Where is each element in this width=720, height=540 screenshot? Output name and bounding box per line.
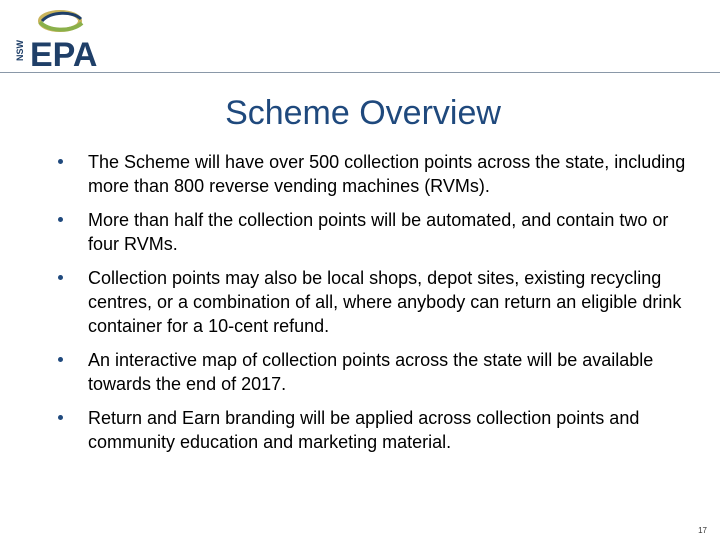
bullet-icon <box>58 159 63 164</box>
nsw-epa-logo <box>12 6 112 68</box>
bullet-text: An interactive map of collection points across the state will be available towards the end of 2017. <box>88 350 654 394</box>
bullet-text: Collection points may also be local shops, depot sites, existing recycling centres, or a combination of all, where anybody can return an eligible drink container for a 10-cent refund. <box>88 268 682 336</box>
bullet-icon <box>58 275 63 280</box>
logo-prefix-text: NSW <box>15 40 25 61</box>
logo-swoosh-icon <box>40 12 82 30</box>
bullet-item-1 <box>58 150 698 198</box>
slide-title: Scheme Overview <box>225 94 501 132</box>
bullet-text: Return and Earn branding will be applied across collection points and community education and marketing material. <box>88 408 640 452</box>
bullet-icon <box>58 415 63 420</box>
bullet-item-2 <box>58 208 698 256</box>
bullet-icon <box>58 217 63 222</box>
bullet-list <box>58 150 698 464</box>
bullet-item-4 <box>58 348 698 396</box>
logo-name-text: EPA <box>30 36 98 68</box>
page-number: 17 <box>698 526 707 535</box>
bullet-text: The Scheme will have over 500 collection points across the state, including more than 800 reverse vending machines (RVMs). <box>88 152 686 196</box>
header-divider <box>0 72 720 73</box>
bullet-icon <box>58 357 63 362</box>
bullet-text: More than half the collection points will be automated, and contain two or four RVMs. <box>88 210 669 254</box>
bullet-item-5 <box>58 406 698 454</box>
bullet-item-3 <box>58 266 698 338</box>
